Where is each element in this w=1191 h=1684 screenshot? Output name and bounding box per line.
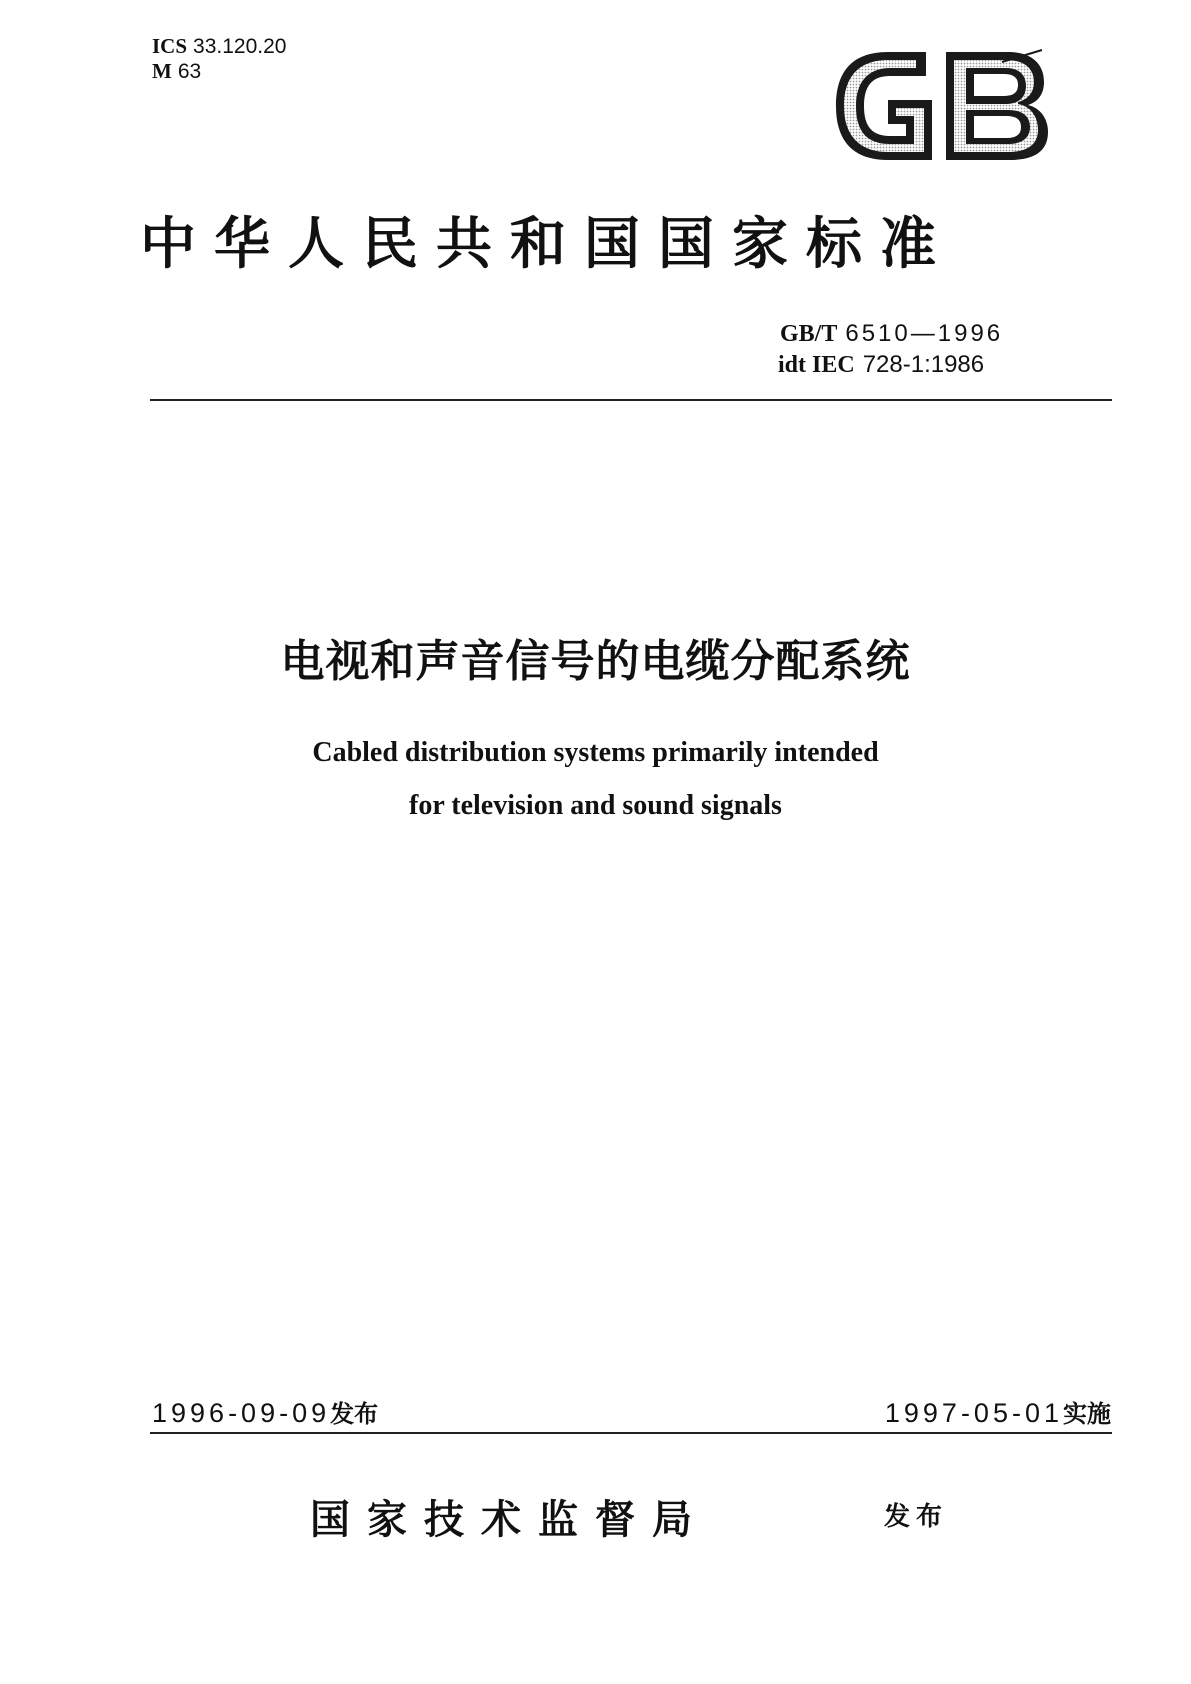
class-value: 63 <box>177 60 202 83</box>
english-title <box>0 726 1191 832</box>
ics-label: ICS <box>152 34 188 58</box>
national-standard-title: 中华人民共和国国家标准 <box>140 211 954 277</box>
ics-code-line <box>152 34 286 59</box>
class-label: M <box>152 59 172 83</box>
english-title-line-1: Cabled distribution systems primarily intended <box>312 737 879 768</box>
standard-code-prefix: GB/T <box>780 321 838 347</box>
standard-number-block <box>780 318 1003 380</box>
issue-date: 1996-09-09 <box>152 1398 331 1428</box>
gb-logo <box>828 44 1052 168</box>
header-divider <box>150 399 1112 401</box>
standard-code-line <box>780 318 1003 349</box>
classification-codes <box>152 34 286 84</box>
ics-value: 33.120.20 <box>193 35 287 58</box>
effective-date: 1997-05-01 <box>884 1398 1063 1428</box>
effective-date-block <box>885 1394 1111 1429</box>
standard-code-number: 6510—1996 <box>845 320 1004 347</box>
effective-label: 实施 <box>1063 1400 1111 1428</box>
issuing-action: 发布 <box>884 1502 949 1532</box>
chinese-title: 电视和声音信号的电缆分配系统 <box>280 636 911 687</box>
equivalence-prefix: idt IEC <box>778 352 855 378</box>
footer-divider <box>150 1432 1112 1434</box>
equivalence-number: 728-1:1986 <box>862 351 985 378</box>
class-code-line <box>152 59 286 84</box>
english-title-line-2: for television and sound signals <box>409 790 782 821</box>
equivalence-line <box>778 349 1003 380</box>
issuing-authority: 国家技术监督局 <box>310 1496 709 1543</box>
issue-date-block <box>152 1394 378 1429</box>
issue-label: 发布 <box>330 1400 379 1428</box>
